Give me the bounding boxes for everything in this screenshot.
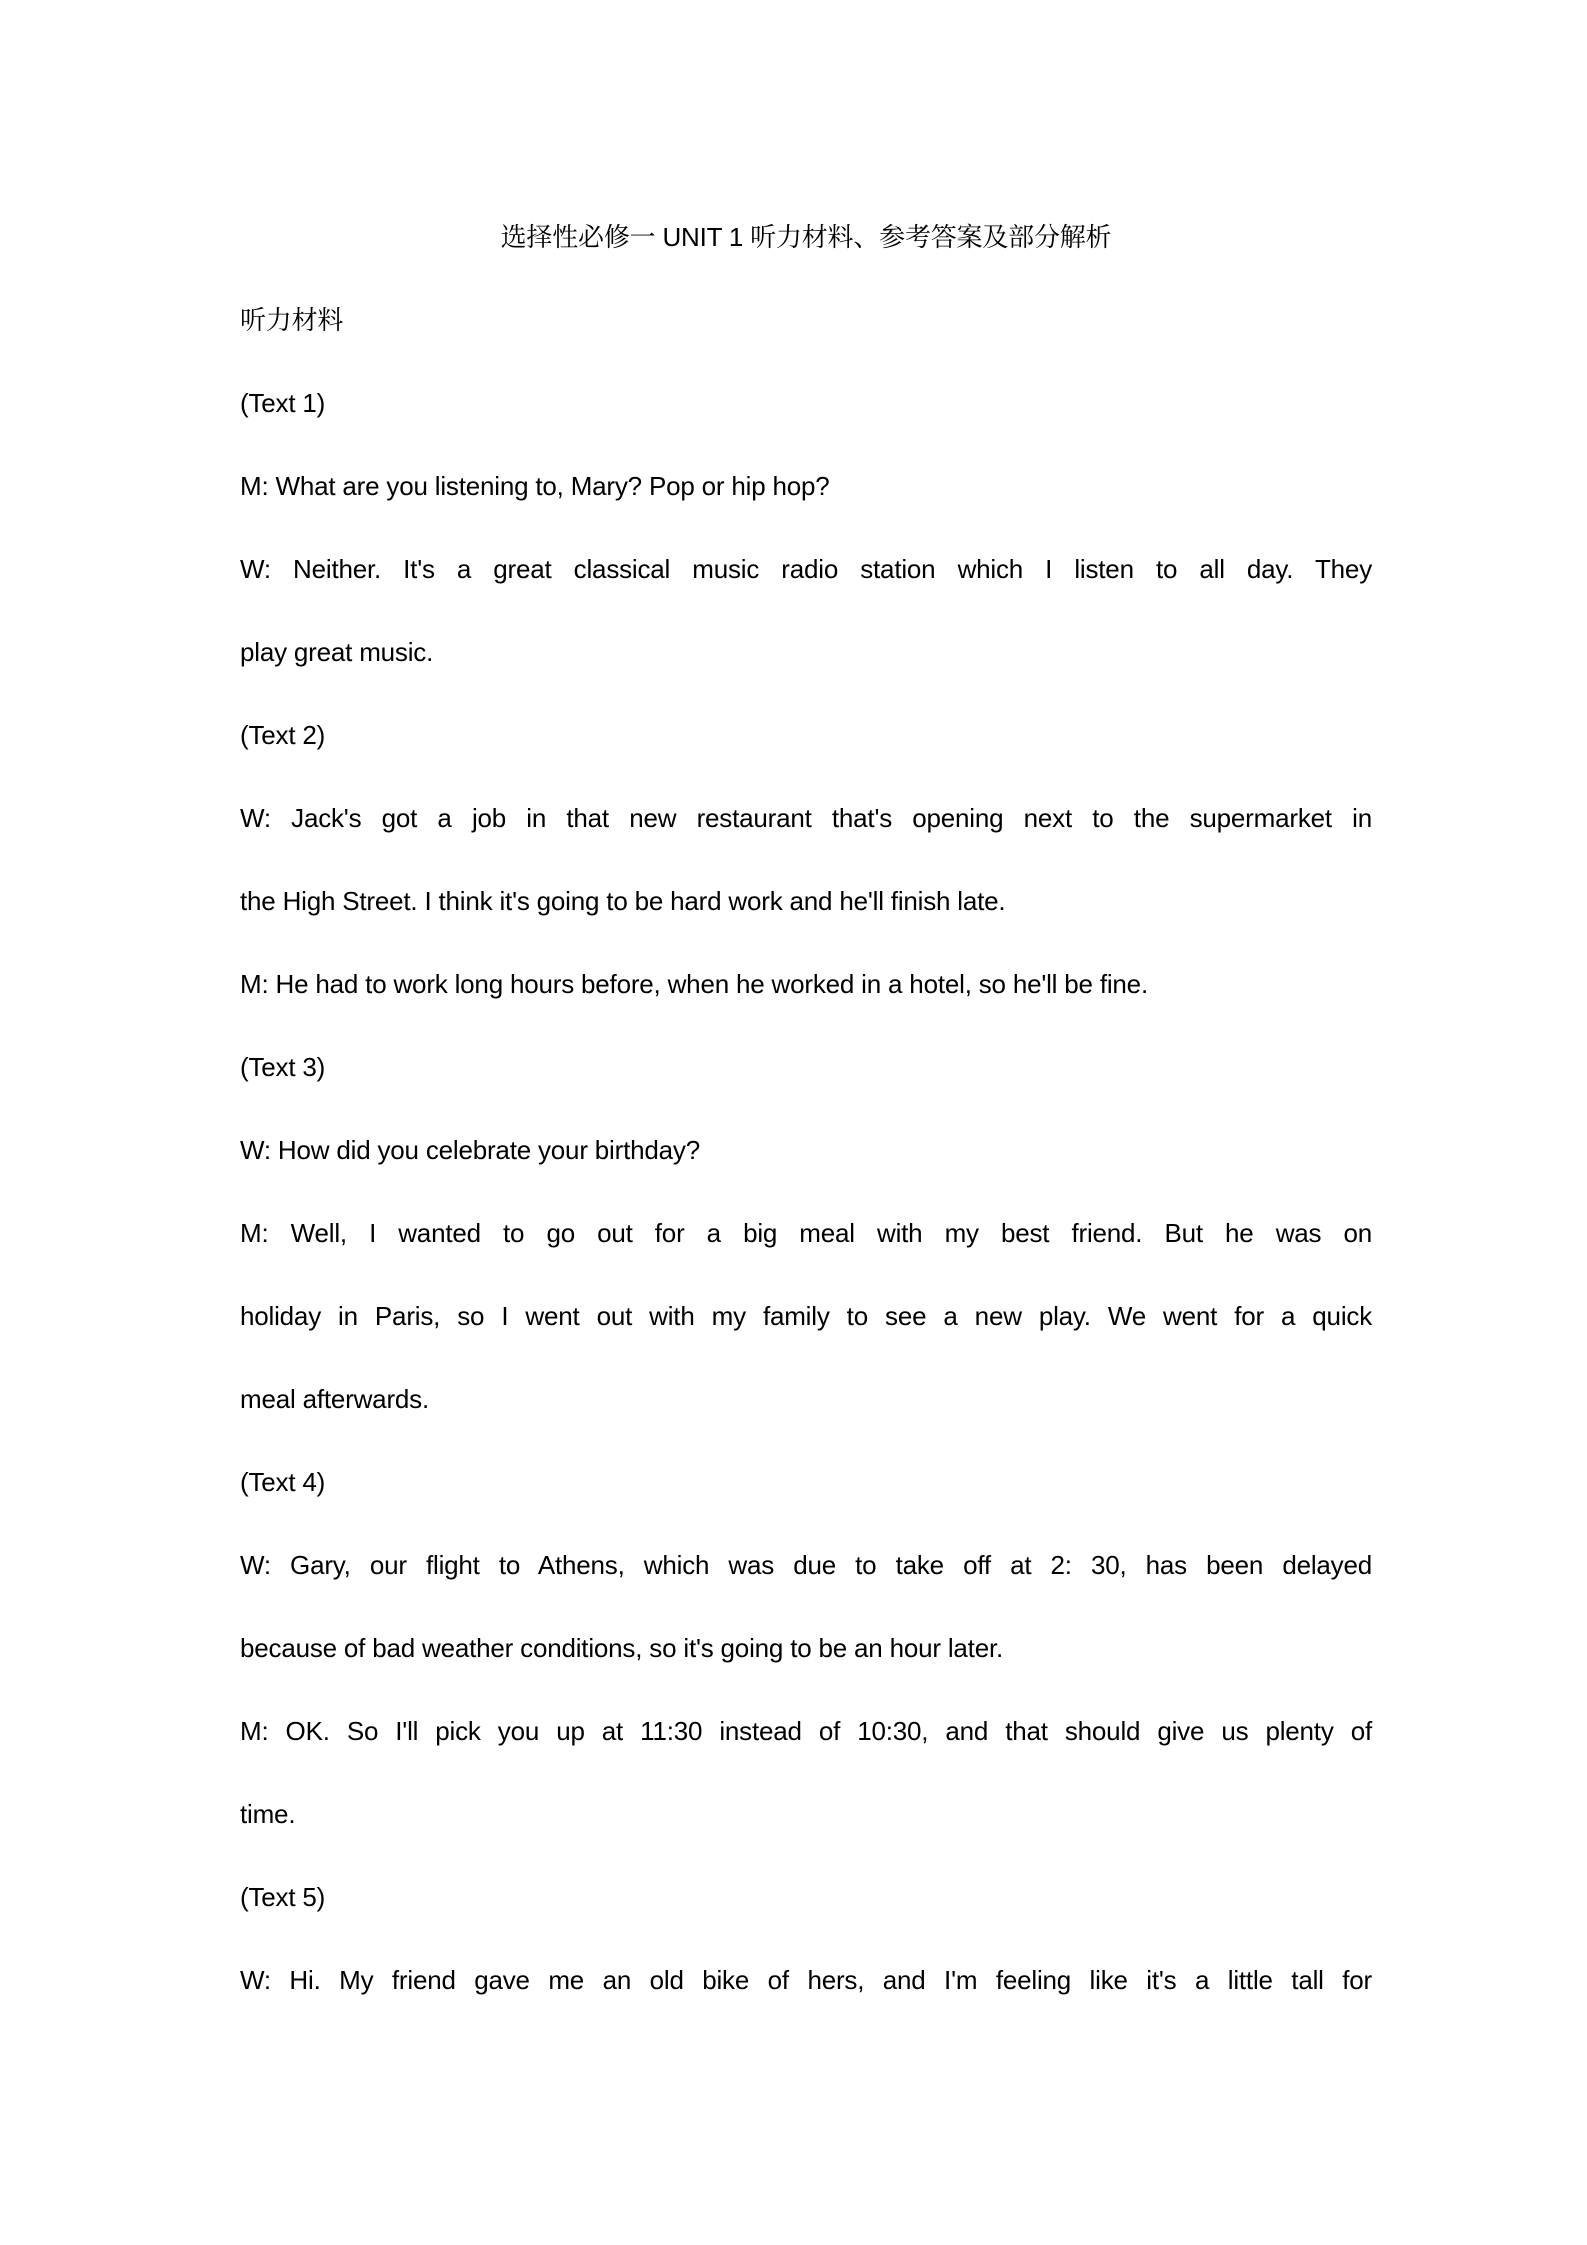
transcript-line: because of bad weather conditions, so it's going to be an hour later. — [240, 1633, 1004, 1663]
transcript-line: holiday in Paris, so I went out with my family to see a new play. We went for a quick — [240, 1301, 1372, 1331]
document-content — [240, 196, 1372, 2022]
transcript-line: meal afterwards. — [240, 1384, 429, 1414]
transcript — [240, 362, 1372, 2022]
transcript-line: W: How did you celebrate your birthday? — [240, 1135, 700, 1165]
transcript-line: M: Well, I wanted to go out for a big meal with my best friend. But he was on — [240, 1218, 1372, 1248]
transcript-line: (Text 3) — [240, 1052, 326, 1082]
transcript-line: (Text 4) — [240, 1467, 326, 1497]
transcript-line: W: Hi. My friend gave me an old bike of hers, and I'm feeling like it's a little tall for — [240, 1965, 1372, 1995]
transcript-line: (Text 5) — [240, 1882, 326, 1912]
transcript-line: (Text 2) — [240, 720, 326, 750]
transcript-line: time. — [240, 1799, 296, 1829]
transcript-line: W: Gary, our flight to Athens, which was due to take off at 2: 30, has been delayed — [240, 1550, 1372, 1580]
transcript-line: W: Neither. It's a great classical music radio station which I listen to all day. They — [240, 554, 1372, 584]
transcript-line: M: He had to work long hours before, when he worked in a hotel, so he'll be fine. — [240, 969, 1148, 999]
transcript-line: M: OK. So I'll pick you up at 11:30 instead of 10:30, and that should give us plenty of — [240, 1716, 1372, 1746]
section-heading: 听力材料 — [240, 305, 344, 335]
document-title: 选择性必修一 UNIT 1 听力材料、参考答案及部分解析 — [500, 222, 1112, 252]
transcript-line: M: What are you listening to, Mary? Pop or hip hop? — [240, 471, 830, 501]
transcript-line: W: Jack's got a job in that new restaurant that's opening next to the supermarket in — [240, 803, 1372, 833]
transcript-line: (Text 1) — [240, 388, 326, 418]
transcript-line: play great music. — [240, 637, 434, 667]
transcript-line: the High Street. I think it's going to be hard work and he'll finish late. — [240, 886, 1006, 916]
